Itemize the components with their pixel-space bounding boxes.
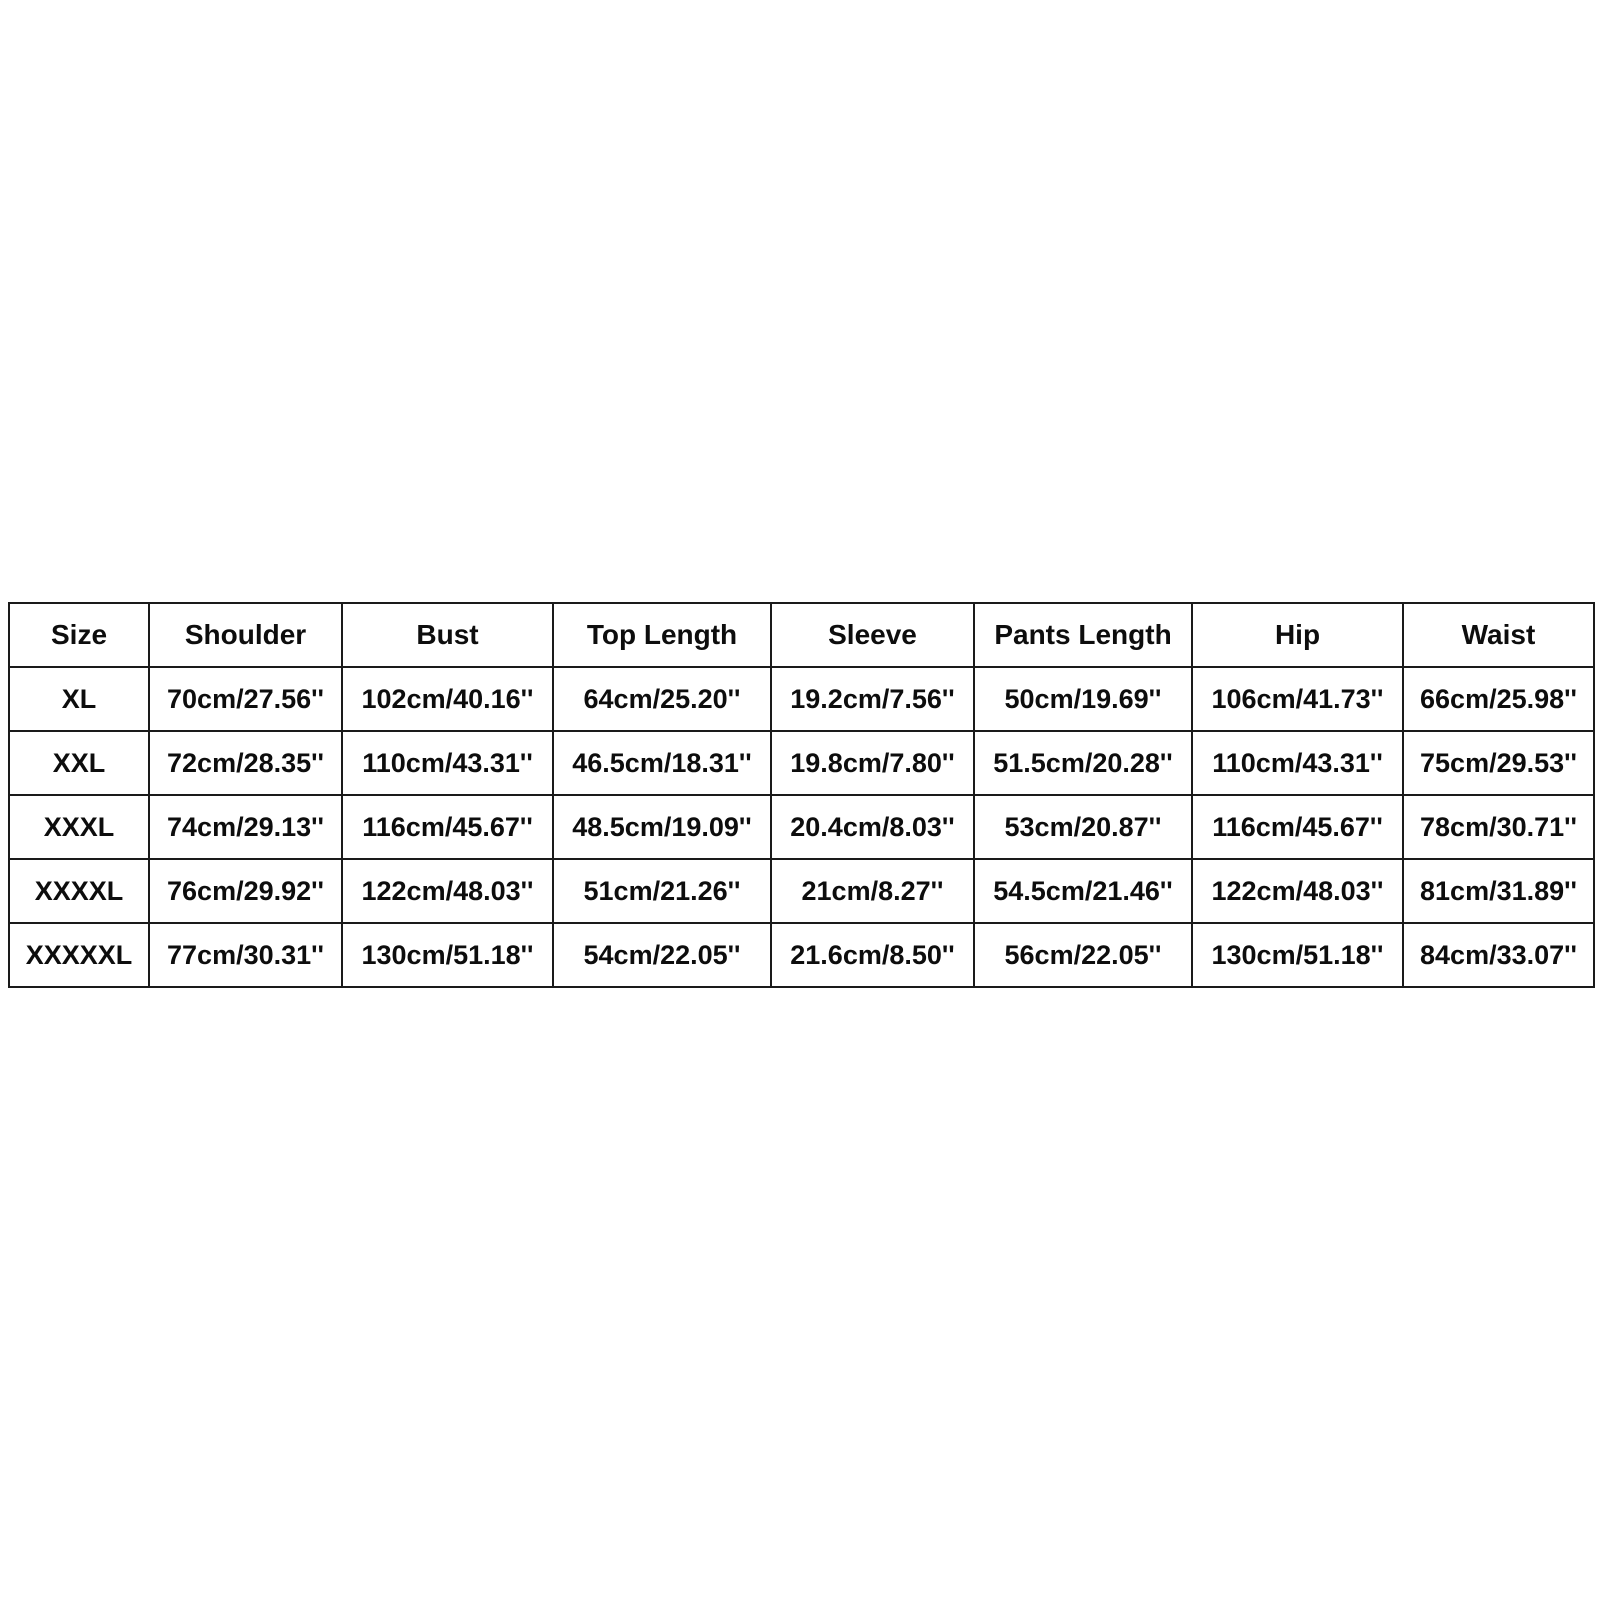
cell-pants-length: 56cm/22.05''	[974, 923, 1192, 987]
cell-top-length: 54cm/22.05''	[553, 923, 771, 987]
cell-size: XXXXXL	[9, 923, 149, 987]
header-row	[9, 603, 1594, 667]
header-pants-length: Pants Length	[974, 603, 1192, 667]
cell-pants-length: 54.5cm/21.46''	[974, 859, 1192, 923]
cell-sleeve: 20.4cm/8.03''	[771, 795, 974, 859]
cell-waist: 75cm/29.53''	[1403, 731, 1594, 795]
cell-sleeve: 19.2cm/7.56''	[771, 667, 974, 731]
header-top-length: Top Length	[553, 603, 771, 667]
header-size: Size	[9, 603, 149, 667]
table-row	[9, 923, 1594, 987]
cell-top-length: 48.5cm/19.09''	[553, 795, 771, 859]
cell-shoulder: 72cm/28.35''	[149, 731, 342, 795]
size-chart-table	[8, 602, 1595, 988]
header-hip: Hip	[1192, 603, 1403, 667]
table-row	[9, 667, 1594, 731]
cell-size: XL	[9, 667, 149, 731]
table-row	[9, 859, 1594, 923]
cell-hip: 122cm/48.03''	[1192, 859, 1403, 923]
cell-bust: 130cm/51.18''	[342, 923, 553, 987]
cell-size: XXXL	[9, 795, 149, 859]
cell-waist: 81cm/31.89''	[1403, 859, 1594, 923]
cell-hip: 106cm/41.73''	[1192, 667, 1403, 731]
cell-bust: 122cm/48.03''	[342, 859, 553, 923]
cell-size: XXL	[9, 731, 149, 795]
cell-hip: 116cm/45.67''	[1192, 795, 1403, 859]
cell-top-length: 51cm/21.26''	[553, 859, 771, 923]
cell-sleeve: 19.8cm/7.80''	[771, 731, 974, 795]
cell-pants-length: 50cm/19.69''	[974, 667, 1192, 731]
cell-shoulder: 76cm/29.92''	[149, 859, 342, 923]
cell-sleeve: 21.6cm/8.50''	[771, 923, 974, 987]
cell-top-length: 46.5cm/18.31''	[553, 731, 771, 795]
cell-sleeve: 21cm/8.27''	[771, 859, 974, 923]
cell-waist: 78cm/30.71''	[1403, 795, 1594, 859]
cell-hip: 110cm/43.31''	[1192, 731, 1403, 795]
table-row	[9, 731, 1594, 795]
cell-waist: 66cm/25.98''	[1403, 667, 1594, 731]
header-shoulder: Shoulder	[149, 603, 342, 667]
cell-bust: 110cm/43.31''	[342, 731, 553, 795]
cell-size: XXXXL	[9, 859, 149, 923]
cell-bust: 102cm/40.16''	[342, 667, 553, 731]
cell-shoulder: 70cm/27.56''	[149, 667, 342, 731]
header-waist: Waist	[1403, 603, 1594, 667]
cell-shoulder: 74cm/29.13''	[149, 795, 342, 859]
cell-shoulder: 77cm/30.31''	[149, 923, 342, 987]
cell-top-length: 64cm/25.20''	[553, 667, 771, 731]
cell-pants-length: 53cm/20.87''	[974, 795, 1192, 859]
table-row	[9, 795, 1594, 859]
header-bust: Bust	[342, 603, 553, 667]
cell-pants-length: 51.5cm/20.28''	[974, 731, 1192, 795]
cell-waist: 84cm/33.07''	[1403, 923, 1594, 987]
cell-hip: 130cm/51.18''	[1192, 923, 1403, 987]
header-sleeve: Sleeve	[771, 603, 974, 667]
cell-bust: 116cm/45.67''	[342, 795, 553, 859]
